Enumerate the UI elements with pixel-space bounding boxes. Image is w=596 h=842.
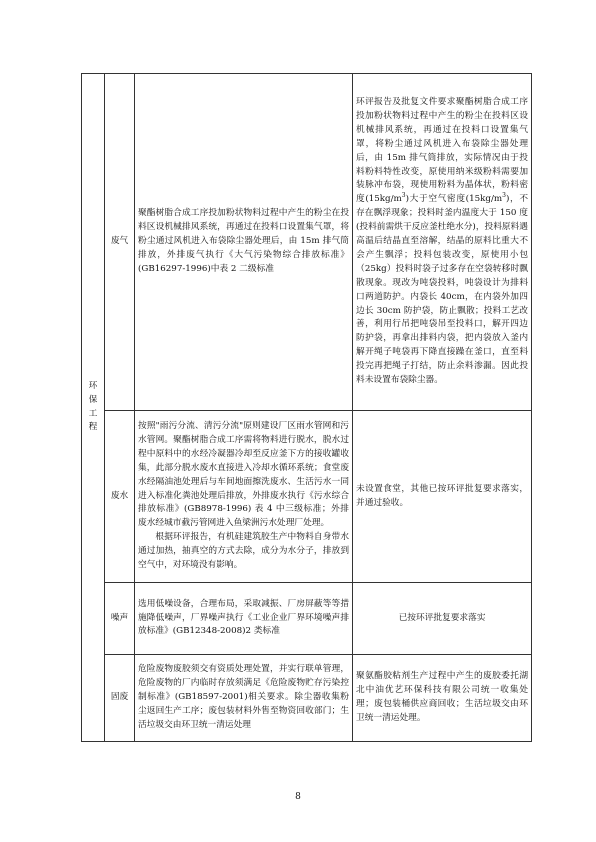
actual-cell-waste-water: 未设置食堂，其他已按环评批复要求落实，并通过验收。 xyxy=(353,411,532,583)
row-solid-waste xyxy=(82,655,532,742)
requirement-cell-waste-water: 按照"雨污分流、清污分流"原则建设厂区雨水管网和污水管网。聚酯树脂合成工序需将物料进行脱水，脱水过程中原料中的水经冷凝器冷却至反应釜下方的接收罐收集，此部分脱水废水直接进入冷却水循环系统；食堂废水经隔油池处理后与车间地面擦洗废水、生活污水一同进入标准化粪池处理后排放，外排废水执行《污水综合排放标准》(GB8978-1996) 表 4 中三级标准；外排废水经城市截污管网进入鱼梁洲污水处理厂处理。 根据环评报告，有机硅建筑胶生产中物料自身带水通过加热，抽真空的方式去除，成分为水分子，排放到空气中，对环境没有影响。 xyxy=(135,411,353,583)
category-cell-waste-water: 废水 xyxy=(105,411,135,583)
category-cell-waste-gas: 废气 xyxy=(105,74,135,411)
category-cell-solid-waste: 固废 xyxy=(105,655,135,742)
section-label-cell xyxy=(82,74,105,742)
section-label: 环保工程 xyxy=(88,380,98,433)
category-cell-noise: 噪声 xyxy=(105,583,135,655)
actual-cell-waste-gas: 环评报告及批复文件要求聚酯树脂合成工序投加粉状物料过程中产生的粉尘在投料区设机械排风系统，再通过在投料口设置集气罩，将粉尘通过风机进入布袋除尘器处理后，由 15m 排气筒排放，实际情况由于投料粉料特性改变，原使用纳米级粉料需要加装脉冲布袋，现使用粉料为晶体状，粉料密度$(15kg/m^3)$大于空气密度$(15kg/m^3)$，不存在飘浮现象；投料时釜内温度大于 150 度(投料前需烘干反应釜杜绝水分)，投料原料遇高温后结晶直至溶解，结晶的原料比重大不会产生飘浮；投料包装改变，原使用小包（25kg）投料时袋子过多存在空袋转移时飘散现象。现改为吨袋投料，吨袋设计为排料口两道防护。内袋长 40cm，在内袋外加四边长 30cm 防护袋，防止飘散；投料工艺改善，利用行吊把吨袋吊至投料口，解开四边防护袋，再拿出排料内袋，把内袋放入釜内解开绳子吨袋再下降直接躁在釜口，直至料投完再把绳子打结，防止余料渗漏。因此投料未设置布袋除尘器。 xyxy=(353,74,532,411)
actual-cell-solid-waste: 聚氨酯胶粘剂生产过程中产生的废胶委托湖北中油优艺环保科技有限公司统一收集处理；废包装桶供应商回收；生活垃圾交由环卫统一清运处理。 xyxy=(353,655,532,742)
row-waste-water xyxy=(82,411,532,583)
row-waste-gas xyxy=(82,74,532,411)
page-number: 8 xyxy=(295,792,301,802)
row-noise xyxy=(82,583,532,655)
requirement-cell-waste-gas: 聚酯树脂合成工序投加粉状物料过程中产生的粉尘在投料区设机械排风系统，再通过在投料口设置集气罩，将粉尘通过风机进入布袋除尘器处理后，由 15m 排气筒排放，外排废气执行《大气污染物综合排放标准》(GB16297-1996)中表 2 二级标准 xyxy=(135,74,353,411)
actual-cell-noise: 已按环评批复要求落实 xyxy=(353,583,532,655)
environmental-protection-table xyxy=(81,73,532,742)
requirement-cell-noise: 选用低噪设备，合理布局，采取减振、厂房屏蔽等等措施降低噪声，厂界噪声执行《工业企业厂界环境噪声排放标准》(GB12348-2008)2 类标准 xyxy=(135,583,353,655)
requirement-cell-solid-waste: 危险废物废胶须交有资质处理处置，并实行联单管理，危险废物的厂内临时存放须满足《危险废物贮存污染控制标准》(GB18597-2001)相关要求。除尘器收集粉尘返回生产工序；废包装材料外售至物资回收部门；生活垃圾交由环卫统一清运处理 xyxy=(135,655,353,742)
